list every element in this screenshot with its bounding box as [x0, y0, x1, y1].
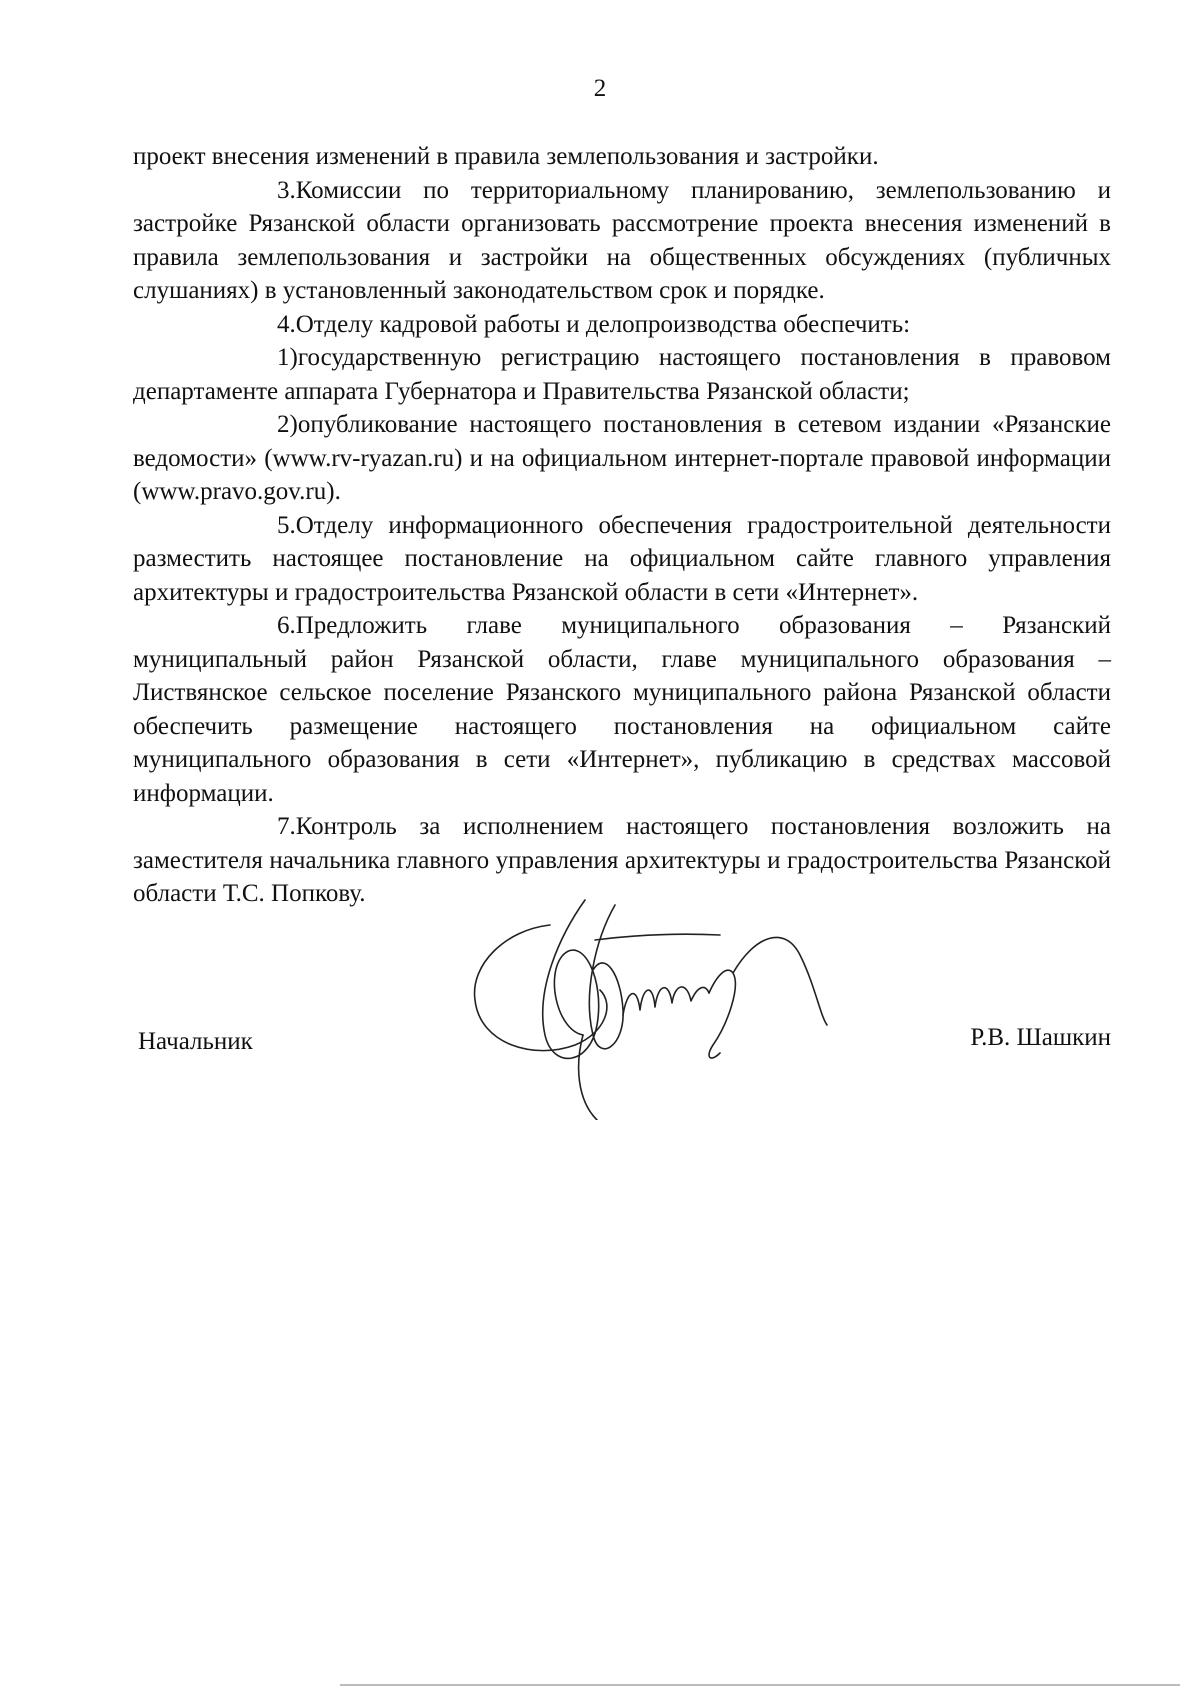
paragraph-subitem-1 — [133, 341, 1111, 408]
paragraph-number: 5. — [277, 511, 296, 539]
paragraph-text: Отделу кадровой работы и делопроизводства обеспечить: — [295, 310, 911, 338]
paragraph-number: 4. — [277, 310, 296, 338]
paragraph-item-6 — [133, 609, 1111, 810]
paragraph-number: 1) — [277, 344, 298, 371]
paragraph-item-3 — [133, 174, 1111, 308]
signatory-title: Начальник — [138, 1028, 253, 1055]
handwritten-signature — [465, 895, 865, 1120]
paragraph-text: Предложить главе муниципального образования – Рязанский муниципальный район Рязанской области, главе муниципального образования – Листвянское сельское поселение Рязанского муниципального района Рязанской области обеспечить размещение настоящего постановления на официальном сайте муниципального образования в сети «Интернет», публикацию в средствах массовой информации. — [133, 612, 1111, 807]
paragraph-number: 7. — [277, 813, 296, 840]
paragraph-number: 3. — [277, 176, 296, 204]
paragraph-continuation — [133, 140, 1111, 174]
paragraph-item-4 — [133, 308, 1111, 342]
paragraph-subitem-2 — [133, 408, 1111, 509]
paragraph-text: государственную регистрацию настоящего постановления в правовом департаменте аппарата Губернатора и Правительства Рязанской области; — [133, 344, 1111, 405]
paragraph-item-5 — [133, 509, 1111, 610]
paragraph-text: Отделу информационного обеспечения градостроительной деятельности разместить настоящее постановление на официальном сайте главного управления архитектуры и градостроительства Рязанской области в сети «Интернет». — [133, 511, 1111, 606]
paragraph-number: 6. — [277, 612, 296, 639]
scan-edge-line — [340, 1684, 1180, 1686]
paragraph-number: 2) — [277, 411, 298, 438]
paragraph-text: Контроль за исполнением настоящего постановления возложить на заместителя начальника главного управления архитектуры и градостроительства Рязанской области Т.С. Попкову. — [133, 813, 1111, 907]
signatory-name: Р.В. Шашкин — [970, 1024, 1111, 1051]
paragraph-text: проект внесения изменений в правила землепользования и застройки. — [133, 143, 879, 170]
paragraph-text: Комиссии по территориальному планированию, землепользованию и застройке Рязанской области организовать рассмотрение проекта внесения изменений в правила землепользования и застройки на общественных обсуждениях (публичных слушаниях) в установленный законодательством срок и порядке. — [133, 176, 1111, 304]
paragraph-text: опубликование настоящего постановления в сетевом издании «Рязанские ведомости» (www.rv-ryazan.ru) и на официальном интернет-портале правовой информации (www.pravo.gov.ru). — [133, 411, 1111, 505]
page-number: 2 — [593, 75, 607, 102]
document-body — [133, 140, 1111, 911]
